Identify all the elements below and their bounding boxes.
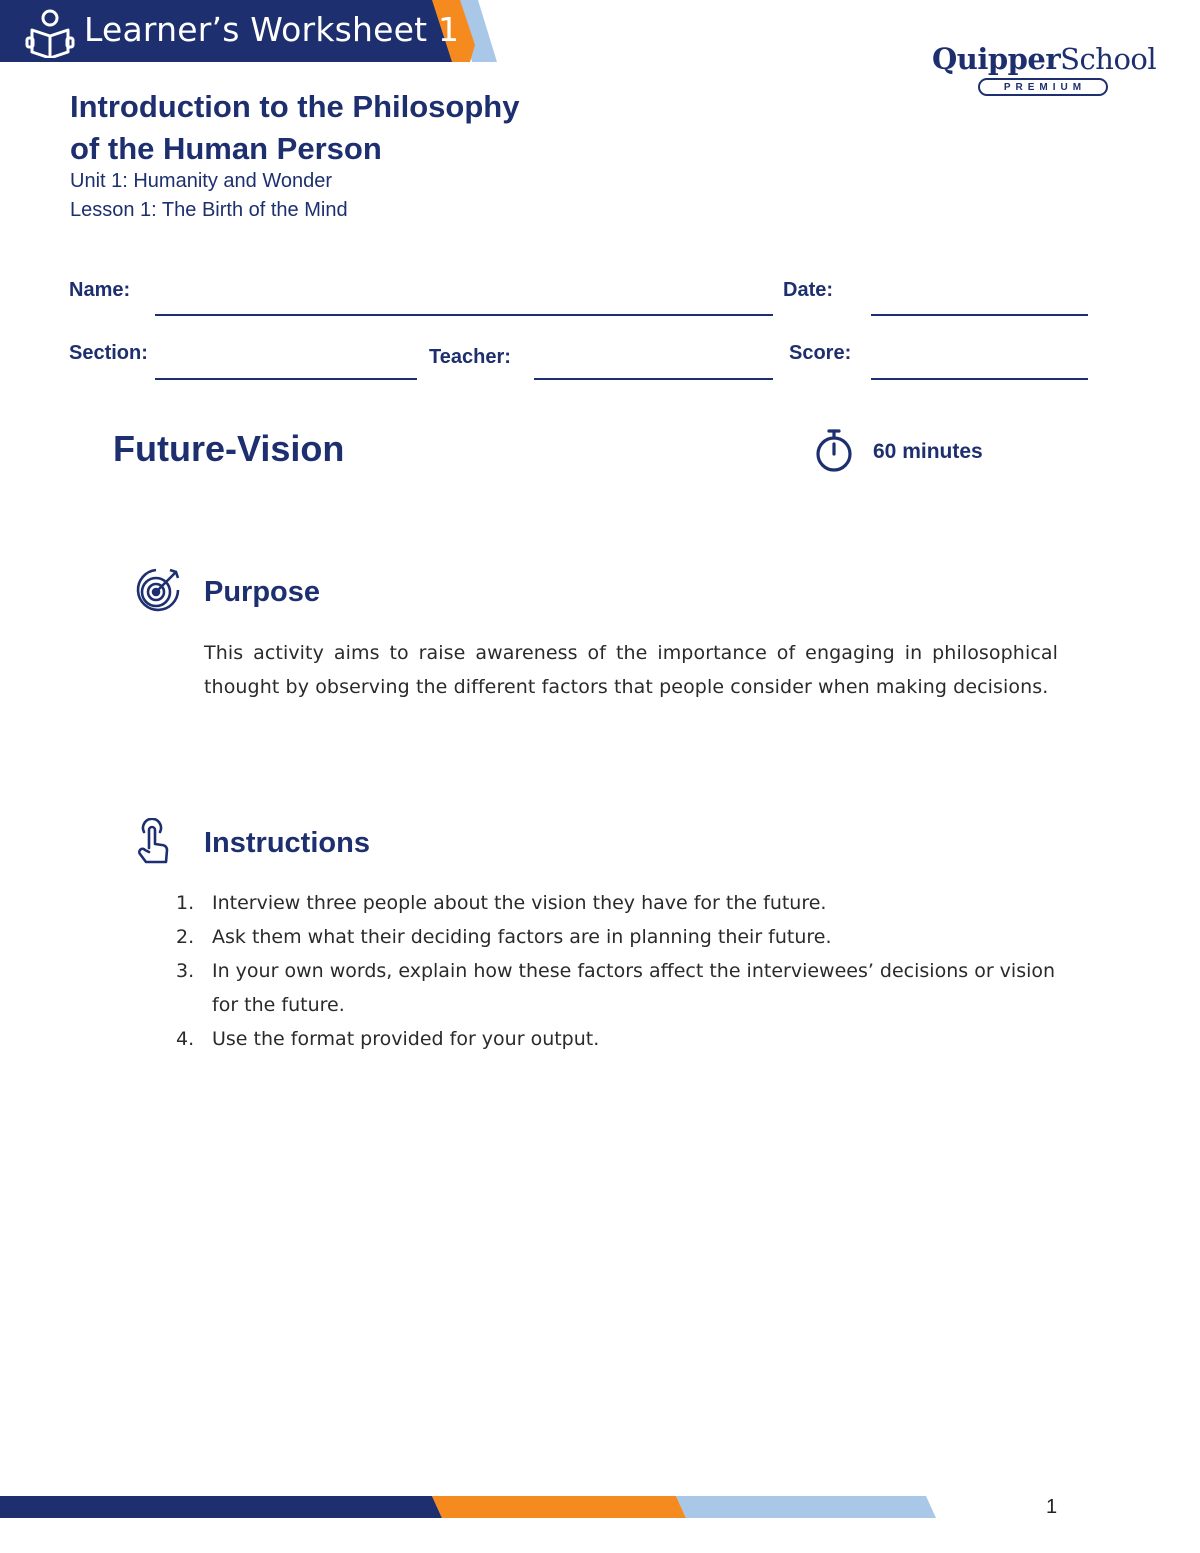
list-item-number: 3. (176, 960, 195, 982)
pointing-hand-icon (134, 818, 174, 866)
name-field[interactable] (155, 314, 773, 316)
name-label: Name: (69, 279, 131, 301)
unit-label: Unit 1: Humanity and Wonder (70, 170, 332, 192)
list-item-number: 2. (176, 926, 195, 948)
worksheet-title: Learner’s Worksheet 1 (84, 10, 460, 49)
section-label: Section: (69, 342, 148, 364)
reader-book-icon (24, 6, 76, 58)
list-item-number: 1. (176, 892, 195, 914)
course-title-line1: Introduction to the Philosophy (70, 89, 520, 124)
purpose-heading: Purpose (204, 576, 321, 608)
list-item (176, 954, 1056, 1022)
list-item (176, 920, 1056, 954)
list-item (176, 886, 1056, 920)
purpose-text: This activity aims to raise awareness of the importance of engaging in philosophical thought by observing the different factors that people consider when making decisions. (204, 642, 1058, 698)
footer-color-bar (0, 1494, 940, 1520)
score-label: Score: (789, 342, 852, 364)
section-field[interactable] (155, 378, 417, 380)
course-title-line2: of the Human Person (70, 131, 382, 166)
list-item-text: Interview three people about the vision they have for the future. (212, 892, 827, 914)
duration-label: 60 minutes (873, 440, 983, 463)
lesson-label: Lesson 1: The Birth of the Mind (70, 199, 348, 221)
list-item-text: Use the format provided for your output. (212, 1028, 600, 1050)
teacher-field[interactable] (534, 378, 773, 380)
activity-title: Future-Vision (113, 428, 345, 469)
target-icon (134, 566, 182, 614)
list-item-text: Ask them what their deciding factors are in planning their future. (212, 926, 832, 948)
premium-badge: PREMIUM (978, 78, 1108, 96)
date-field[interactable] (871, 314, 1088, 316)
course-title (70, 86, 519, 170)
teacher-label: Teacher: (429, 346, 511, 368)
instructions-list (176, 886, 1056, 1056)
list-item-text: In your own words, explain how these factors affect the interviewees’ decisions or vision for the future. (212, 960, 1056, 1016)
logo-brand-regular: School (1060, 42, 1157, 76)
page-number: 1 (1046, 1496, 1058, 1518)
quipper-school-logo (932, 42, 1157, 96)
stopwatch-icon (814, 428, 854, 474)
score-field[interactable] (871, 378, 1088, 380)
instructions-heading: Instructions (204, 827, 370, 859)
list-item-number: 4. (176, 1028, 195, 1050)
date-label: Date: (783, 279, 834, 301)
logo-brand-bold: Quipper (932, 42, 1061, 76)
list-item (176, 1022, 1056, 1056)
